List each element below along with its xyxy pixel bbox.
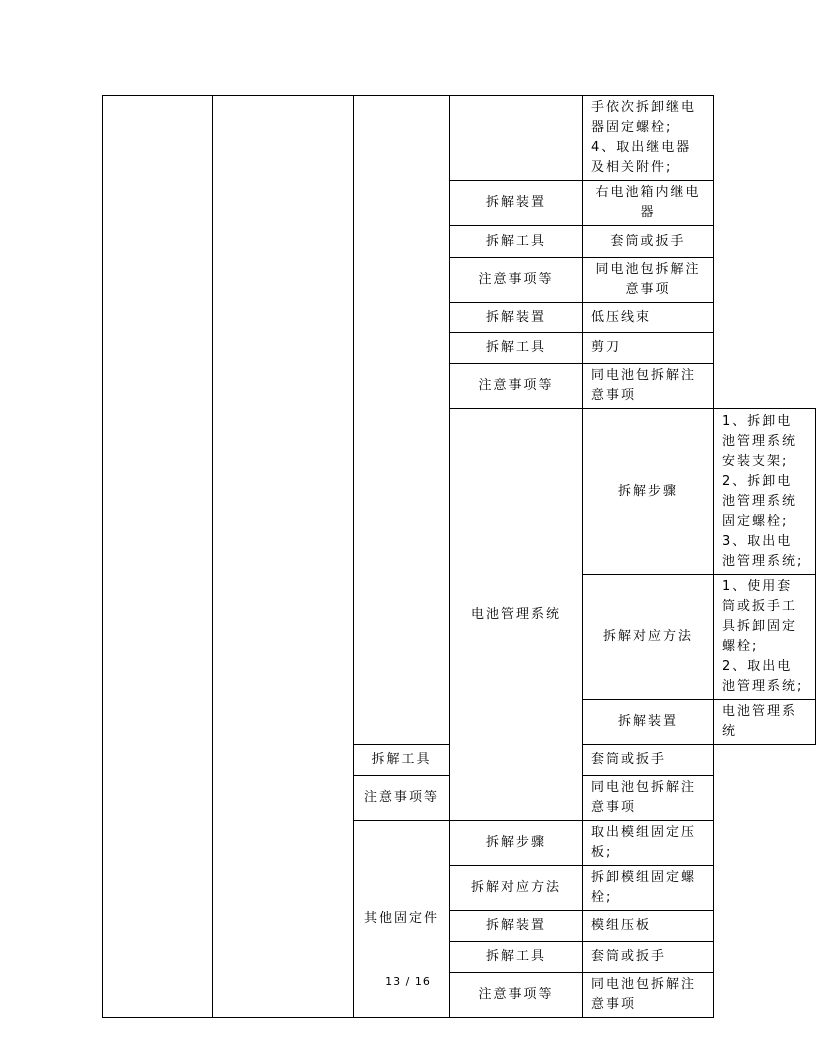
device-label: 拆解装置 <box>450 911 583 942</box>
tool-label: 拆解工具 <box>450 942 583 973</box>
notes-label: 注意事项等 <box>354 776 450 821</box>
fixings-group-name: 其他固定件 <box>354 821 450 1018</box>
device-label: 拆解装置 <box>583 700 714 745</box>
tool-label: 拆解工具 <box>354 745 450 776</box>
empty-cell-col3 <box>354 96 450 745</box>
page-number: 13 / 16 <box>385 975 431 988</box>
empty-cell-col1 <box>103 96 213 1018</box>
tool-label: 拆解工具 <box>450 333 583 364</box>
device-label: 拆解装置 <box>450 181 583 226</box>
bms-steps-cell <box>714 409 816 575</box>
empty-cell-col4 <box>450 96 583 181</box>
bms-step-line: 2、拆卸电池管理系统固定螺栓; <box>722 473 798 529</box>
relay-steps-cell <box>583 96 714 181</box>
relay-tool-value: 套筒或扳手 <box>583 226 714 258</box>
notes-label: 注意事项等 <box>450 258 583 303</box>
empty-cell-col2 <box>213 96 354 1018</box>
fixings-device-value: 模组压板 <box>583 911 714 942</box>
steps-label: 拆解步骤 <box>450 821 583 866</box>
method-label: 拆解对应方法 <box>583 575 714 700</box>
steps-label: 拆解步骤 <box>583 409 714 575</box>
relay-step-line: 4、取出继电器及相关附件; <box>591 140 692 175</box>
relay-notes-value: 同电池包拆解注意事项 <box>583 258 714 303</box>
disassembly-table <box>102 95 816 1018</box>
fixings-tool-value: 套筒或扳手 <box>583 942 714 973</box>
bms-method-line: 1、使用套筒或扳手工具拆卸固定螺栓; <box>722 579 798 654</box>
relay-device-value: 右电池箱内继电器 <box>583 181 714 226</box>
bms-group-name: 电池管理系统 <box>450 409 583 821</box>
bms-step-line: 3、取出电池管理系统; <box>722 533 804 569</box>
bms-method-line: 2、取出电池管理系统; <box>722 659 804 694</box>
fixings-method-value: 拆卸模组固定螺栓; <box>583 866 714 911</box>
bms-tool-value: 套筒或扳手 <box>583 745 714 776</box>
device-label: 拆解装置 <box>450 303 583 333</box>
table-row <box>103 96 816 181</box>
bms-notes-value: 同电池包拆解注意事项 <box>583 776 714 821</box>
bms-device-value: 电池管理系统 <box>714 700 816 745</box>
fixings-notes-value: 同电池包拆解注意事项 <box>583 973 714 1018</box>
harness-notes-value: 同电池包拆解注意事项 <box>583 364 714 409</box>
method-label: 拆解对应方法 <box>450 866 583 911</box>
notes-label: 注意事项等 <box>450 973 583 1018</box>
bms-step-line: 1、拆卸电池管理系统安装支架; <box>722 413 798 469</box>
bms-method-cell <box>714 575 816 700</box>
harness-device-value: 低压线束 <box>583 303 714 333</box>
harness-tool-value: 剪刀 <box>583 333 714 364</box>
tool-label: 拆解工具 <box>450 226 583 258</box>
fixings-steps-value: 取出模组固定压板; <box>583 821 714 866</box>
notes-label: 注意事项等 <box>450 364 583 409</box>
relay-step-line: 手依次拆卸继电器固定螺栓; <box>591 100 697 135</box>
